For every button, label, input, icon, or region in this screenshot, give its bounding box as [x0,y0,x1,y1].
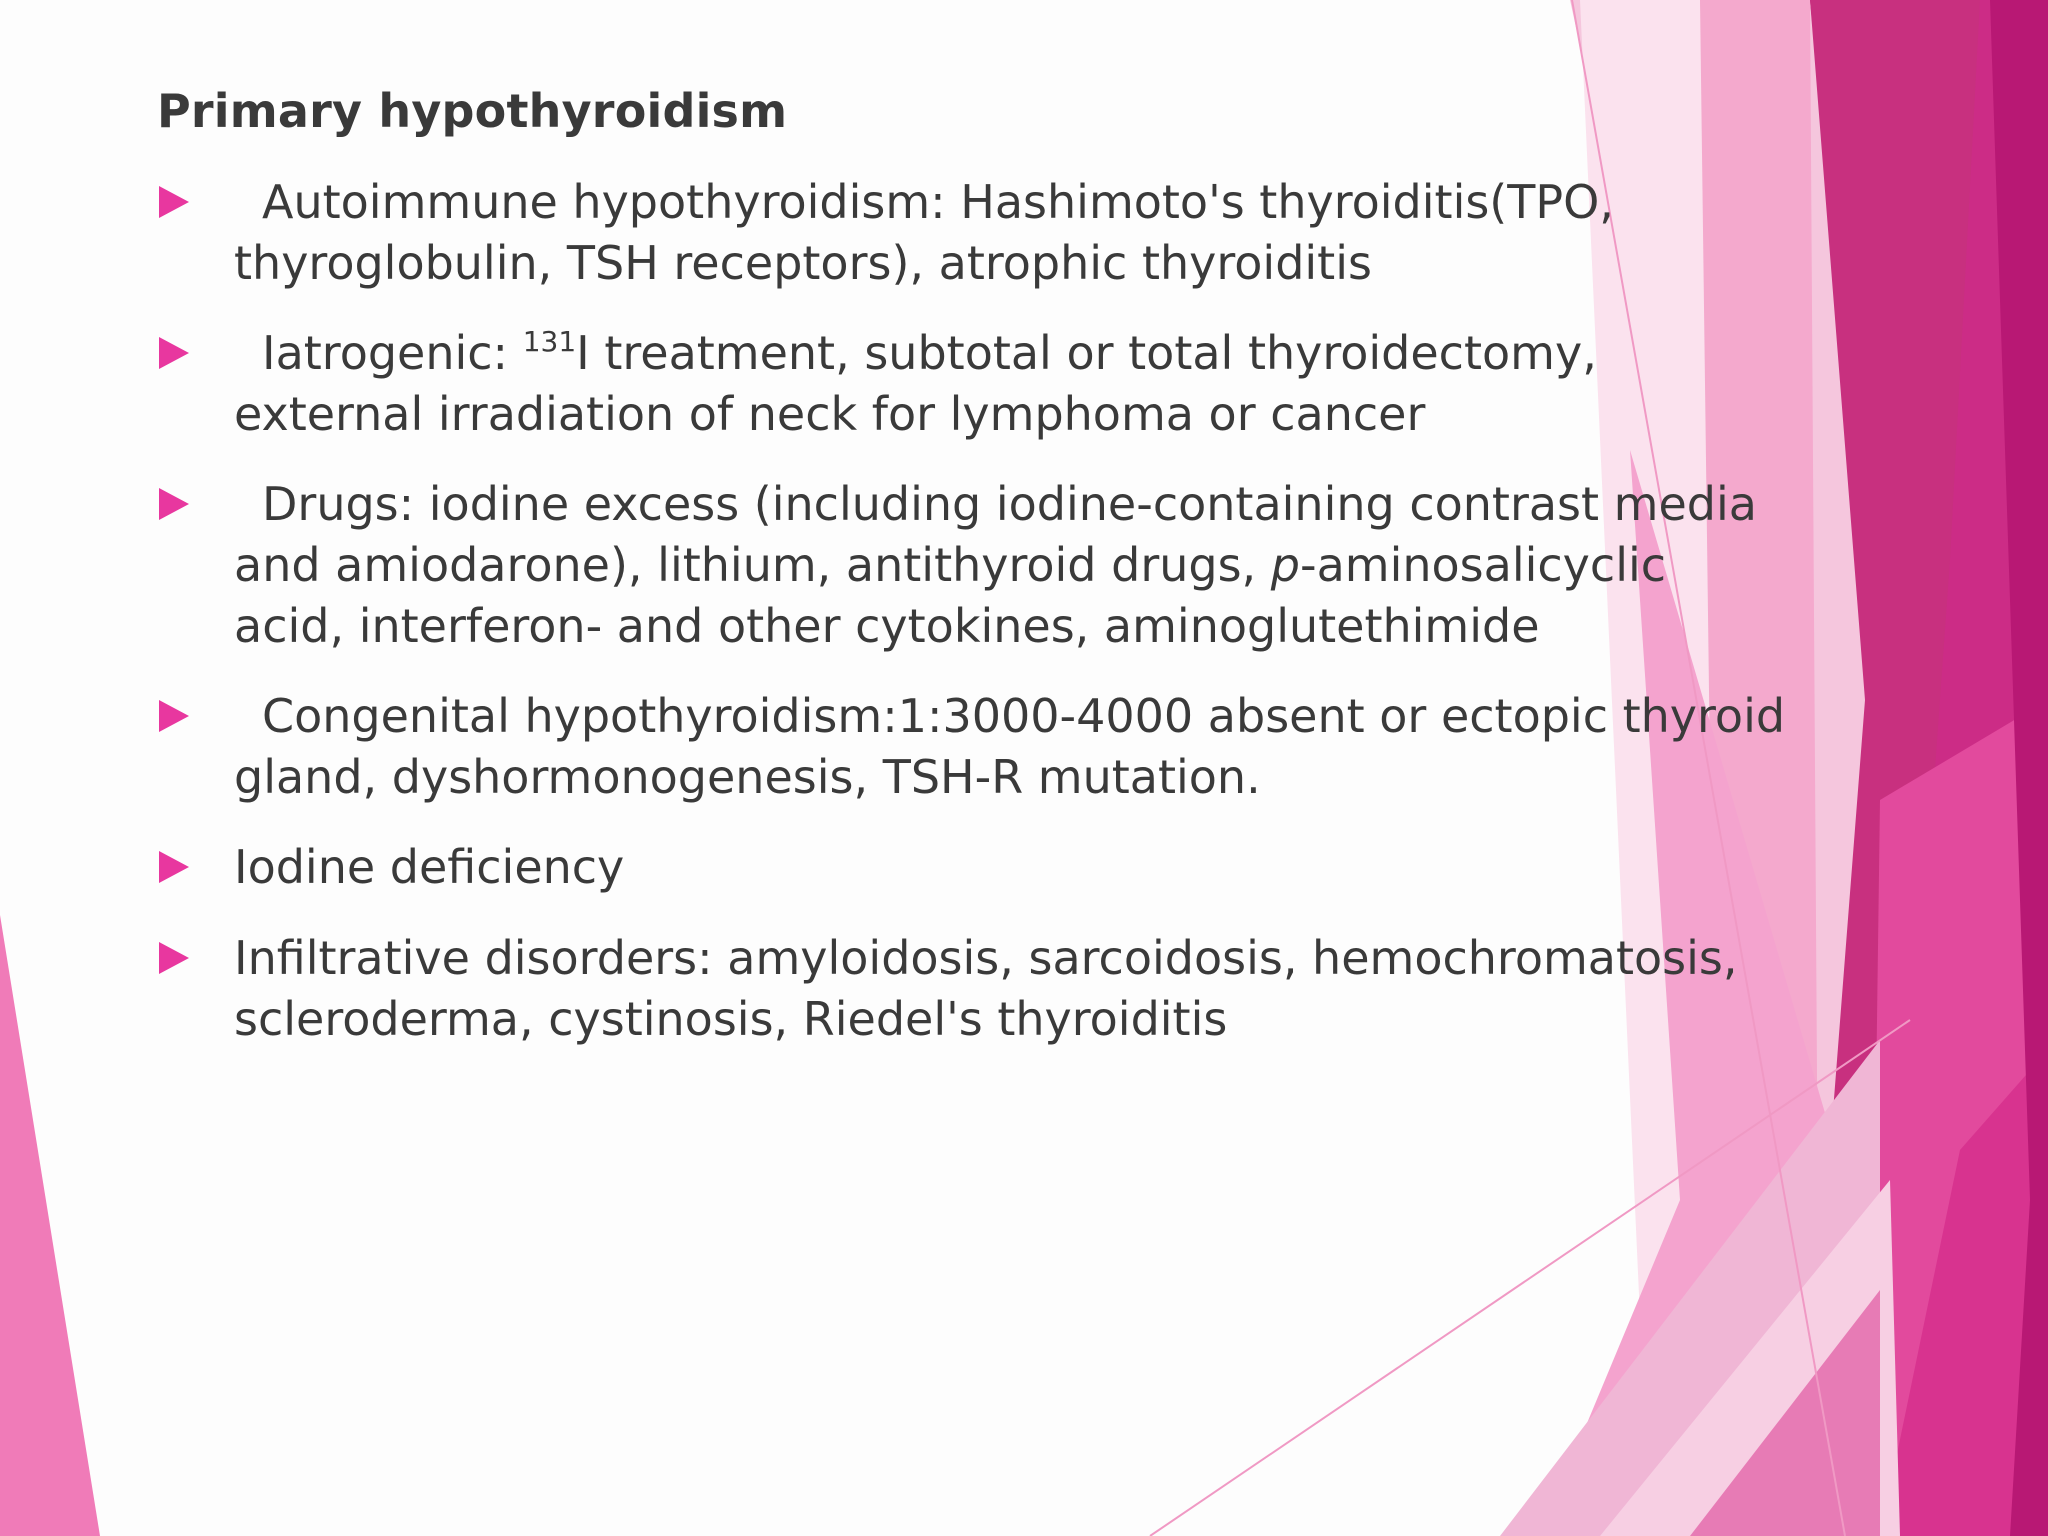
bullet-arrow-icon [159,488,189,520]
bullet-infiltrative [157,928,1807,1050]
bullet-arrow-icon [159,942,189,974]
bullet-iatrogenic [157,323,1807,445]
bullet-arrow-icon [159,186,189,218]
bullet-arrow-icon [159,851,189,883]
bullet-text: Infiltrative disorders: amyloidosis, sarcoidosis, hemochromatosis, scleroderma, cystinosis, Riedel's thyroiditis [234,931,1738,1046]
slide-title: Primary hypothyroidism [157,84,788,138]
bullet-text: Iodine deficiency [234,840,625,894]
bullet-iodine-deficiency [157,837,1807,898]
bullet-autoimmune [157,172,1807,294]
bullet-text: Autoimmune hypothyroidism: Hashimoto's thyroiditis(TPO, thyroglobulin, TSH receptors), atrophic thyroiditis [234,175,1614,290]
bullet-arrow-icon [159,337,189,369]
bullet-text: Iatrogenic: $^{131}$I treatment, subtotal or total thyroidectomy, external irradiation of neck for lymphoma or cancer [234,325,1597,441]
bullet-arrow-icon [159,700,189,732]
bullet-congenital [157,686,1807,808]
bullet-drugs [157,474,1807,657]
bullet-text: Drugs: iodine excess (including iodine-containing contrast media and amiodarone), lithium, antithyroid drugs, p-aminosalicyclic acid, interferon- and other cytokines, aminoglutethimide [234,477,1757,653]
bullet-text: Congenital hypothyroidism:1:3000-4000 absent or ectopic thyroid gland, dyshormonogenesis, TSH-R mutation. [234,689,1786,804]
